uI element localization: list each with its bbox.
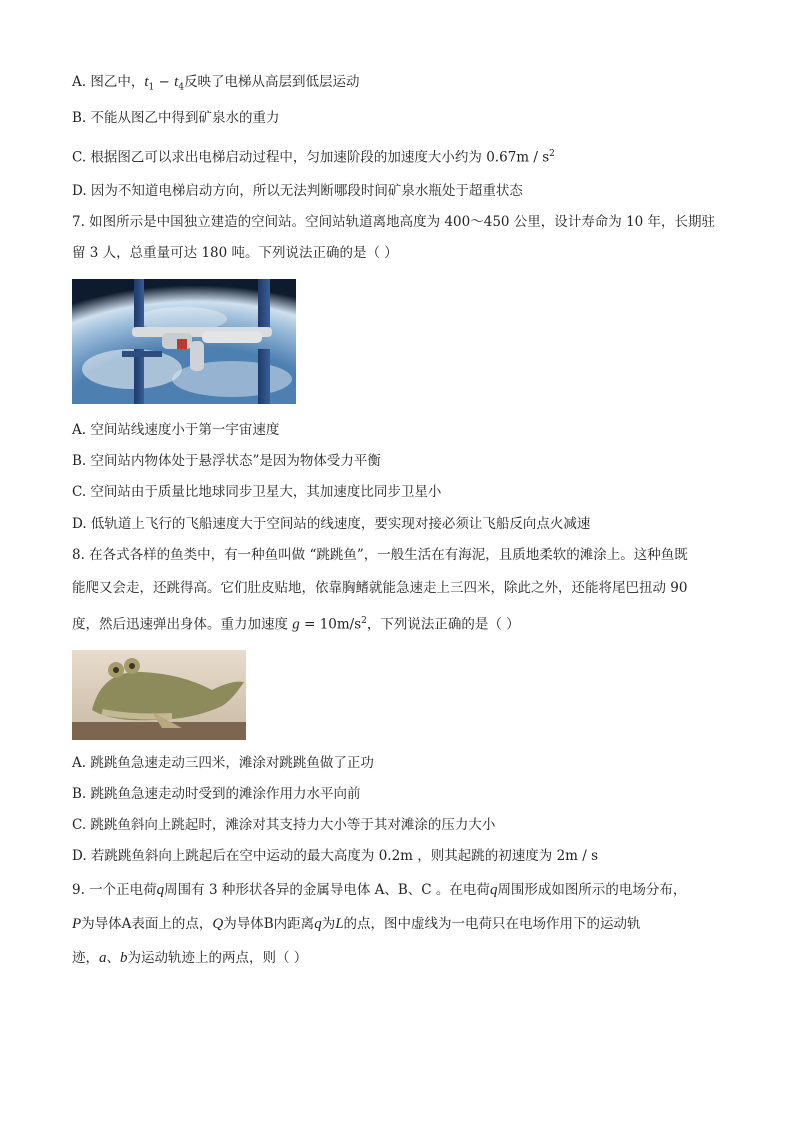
q9-text: 为	[321, 916, 336, 932]
q8-stem-line-2: 能爬又会走，还跳得高。它们肚皮贴地，依靠胸鳍就能急速走上三四米，除此之外，还能将尾巴扭动 90	[72, 580, 688, 596]
q8-stem-text: 度，然后迅速弹出身体。重力加速度	[72, 616, 293, 633]
q7-option-a: A. 空间站线速度小于第一宇宙速度	[72, 422, 280, 438]
q7-stem-line-1: 7. 如图所示是中国独立建造的空间站。空间站轨道离地高度为 400～450 公里，设计寿命为 10 年，长期驻	[72, 214, 716, 230]
q9-text: 9. 一个正电荷	[72, 882, 157, 898]
q6-option-d: D. 因为不知道电梯启动方向，所以无法判断哪段时间矿泉水瓶处于超重状态	[72, 183, 523, 199]
q7-option-d: D. 低轨道上飞行的飞船速度大于空间站的线速度，要实现对接必须让飞船反向点火减速	[72, 516, 591, 532]
q8-stem-line-1: 8. 在各式各样的鱼类中，有一种鱼叫做 “跳跳鱼”，一般生活在有海泥，且质地柔软的滩涂上。这种鱼既	[72, 547, 688, 563]
q8-equation: = 10m/s	[299, 616, 362, 633]
var-q: q	[156, 882, 165, 898]
var-q: q	[314, 916, 322, 932]
var-t: t	[174, 74, 179, 90]
q9-text: 为导体B内距离	[223, 916, 315, 932]
superscript: 2	[549, 149, 555, 159]
var-q: q	[489, 882, 498, 898]
q8-stem-text-end: ，下列说法正确的是（ ）	[366, 616, 520, 633]
q9-text: 为导体A表面上的点，	[81, 916, 213, 932]
q9-stem-line-2	[72, 914, 641, 934]
q8-option-c: C. 跳跳鱼斜向上跳起时，滩涂对其支持力大小等于其对滩涂的压力大小	[72, 817, 496, 833]
subscript: 4	[178, 82, 185, 93]
mudskipper-image	[72, 650, 246, 740]
q8-option-d: D. 若跳跳鱼斜向上跳起后在空中运动的最大高度为 0.2m ，则其起跳的初速度为 2m / s	[72, 848, 599, 864]
var-a: a	[99, 950, 107, 966]
q7-option-b: B. 空间站内物体处于悬浮状态”是因为物体受力平衡	[72, 453, 381, 469]
subscript: 1	[148, 82, 155, 93]
q8-option-b: B. 跳跳鱼急速走动时受到的滩涂作用力水平向前	[72, 786, 361, 802]
q6-option-b: B. 不能从图乙中得到矿泉水的重力	[72, 110, 280, 126]
dash: −	[154, 74, 175, 90]
q6-option-c	[72, 144, 555, 168]
q9-text: 周围形成如图所示的电场分布，	[497, 882, 687, 898]
q9-text: 周围有 3 种形状各异的金属导电体 A、B、C 。在电荷	[164, 882, 490, 898]
q6-option-a-text: 反映了电梯从高层到低层运动	[184, 74, 360, 90]
var-p: P	[72, 916, 82, 932]
separator: 、	[106, 950, 120, 966]
q6-option-a	[72, 72, 360, 98]
q6-option-c-text: C. 根据图乙可以求出电梯启动过程中，匀加速阶段的加速度大小约为 0.67m / s	[72, 149, 550, 166]
var-l: L	[335, 916, 344, 932]
q6-option-a-prefix: A. 图乙中，	[72, 74, 145, 90]
q8-option-a: A. 跳跳鱼急速走动三四米，滩涂对跳跳鱼做了正功	[72, 755, 374, 771]
q8-stem-line-3	[72, 611, 520, 635]
var-t: t	[144, 74, 149, 90]
q9-text: 的点，图中虚线为一电荷只在电场作用下的运动轨	[343, 916, 641, 932]
superscript: 2	[361, 616, 367, 626]
q9-stem-line-3	[72, 948, 307, 968]
space-station-image	[72, 279, 296, 404]
q7-stem-line-2: 留 3 人，总重量可达 180 吨。下列说法正确的是（ ）	[72, 245, 398, 261]
q9-text: 为运动轨迹上的两点，则（ ）	[127, 950, 308, 966]
q9-stem-line-1	[72, 880, 686, 900]
var-g: g	[292, 616, 300, 633]
var-q-point: Q	[212, 916, 224, 932]
q9-text: 迹，	[72, 950, 99, 966]
q7-option-c: C. 空间站由于质量比地球同步卫星大，其加速度比同步卫星小	[72, 484, 442, 500]
var-b: b	[120, 950, 128, 966]
